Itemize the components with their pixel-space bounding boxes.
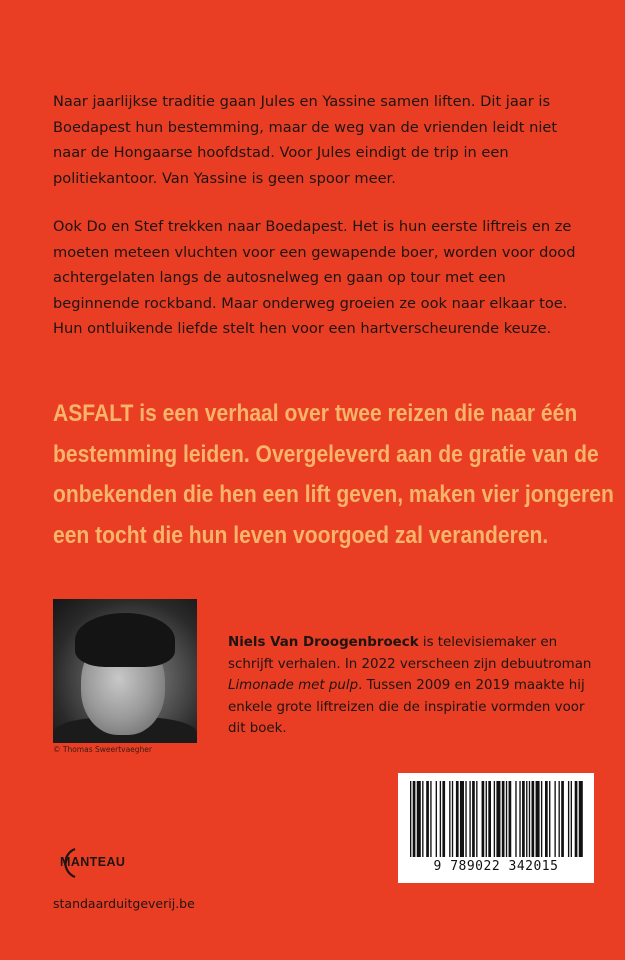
photo-credit: © Thomas Sweertvaegher: [53, 745, 153, 754]
barcode-bar: [502, 781, 505, 857]
author-name: Niels Van Droogenbroeck: [228, 635, 419, 650]
barcode-bar: [472, 781, 475, 857]
author-hair: [75, 613, 175, 667]
barcode-bar: [460, 781, 464, 857]
barcode-bar: [440, 781, 441, 857]
blurb-paragraph-2: Ook Do en Stef trekken naar Boedapest. Het is hun eerste liftreis en ze moeten meteen vluchten voor een gewapende boer, worden voor dood achtergelaten langs de autosnelweg en gaan op tour met een beginnende rockband. Maar onderweg groeien ze ook naar elkaar toe. Hun ontluikende liefde stelt hen voor een hartverscheurende keuze.: [53, 218, 576, 337]
barcode-bar: [541, 781, 542, 857]
barcode-bar: [509, 781, 512, 857]
barcode-bar: [494, 781, 495, 857]
publisher-logo: [53, 846, 141, 880]
publisher-website: standaarduitgeverij.be: [53, 896, 195, 911]
barcode-bar: [571, 781, 572, 857]
debut-title: Limonade met pulp: [228, 678, 359, 693]
barcode-bar: [496, 781, 500, 857]
barcode-bar: [442, 781, 445, 857]
isbn-barcode: [398, 773, 594, 883]
isbn-number: 9 789022 342015: [433, 859, 559, 874]
barcode-bar: [456, 781, 459, 857]
barcode-bar: [436, 781, 437, 857]
barcode-bar: [529, 781, 530, 857]
barcode-bar: [554, 781, 555, 857]
barcode-bar: [482, 781, 485, 857]
barcode-bar: [575, 781, 578, 857]
barcode-bar: [561, 781, 564, 857]
barcode-bar: [465, 781, 466, 857]
barcode-bar: [413, 781, 416, 857]
barcode-bar: [476, 781, 477, 857]
barcode-bar: [559, 781, 560, 857]
barcode-bar: [545, 781, 548, 857]
tagline-line-2: bestemming leiden. Overgeleverd aan de gratie van de: [53, 440, 599, 468]
bio-text-1: is televisiemaker en schrijft verhalen. In 2022 verscheen zijn debuutroman: [228, 635, 592, 672]
barcode-bar: [449, 781, 450, 857]
barcode-bar: [410, 781, 411, 857]
tagline-line-1: ASFALT is een verhaal over twee reizen die naar één: [53, 400, 578, 427]
barcode-bar: [417, 781, 421, 857]
tagline-line-4: een tocht die hun leven voorgoed zal veranderen.: [53, 521, 549, 549]
tagline: [53, 394, 614, 556]
author-photo: [53, 599, 197, 743]
barcode-bar: [506, 781, 507, 857]
barcode-bar: [426, 781, 429, 857]
barcode-bar: [519, 781, 520, 857]
barcode-bar: [522, 781, 525, 857]
tagline-line-3: onbekenden die hen een lift geven, maken vier jongeren: [53, 481, 614, 508]
blurb-paragraph-1: Naar jaarlijkse traditie gaan Jules en Yassine samen liften. Dit jaar is Boedapest hun bestemming, maar de weg van de vrienden leidt niet naar de Hongaarse hoofdstad. Voor Jules eindigt de trip in een politiekantoor. Van Yassine is geen spoor meer.: [53, 93, 558, 187]
barcode-bar: [532, 781, 535, 857]
barcode-bar: [422, 781, 423, 857]
barcode-bar: [452, 781, 453, 857]
bio-text-2: . Tussen 2009 en 2019 maakte hij enkele grote liftreizen die de inspiratie vormden voor dit boek.: [228, 678, 585, 736]
barcode-bar: [536, 781, 540, 857]
logo-wordmark: MANTEAU: [60, 855, 126, 869]
barcode-bar: [568, 781, 569, 857]
barcode-bar: [515, 781, 516, 857]
author-bio: [228, 632, 598, 740]
barcode-bar: [488, 781, 491, 857]
barcode-bar: [579, 781, 583, 857]
barcode-bar: [549, 781, 550, 857]
barcode-bar: [486, 781, 487, 857]
barcode-bar: [430, 781, 431, 857]
barcode-bar: [469, 781, 470, 857]
barcode-bar: [526, 781, 527, 857]
barcode-bars: [398, 773, 594, 861]
